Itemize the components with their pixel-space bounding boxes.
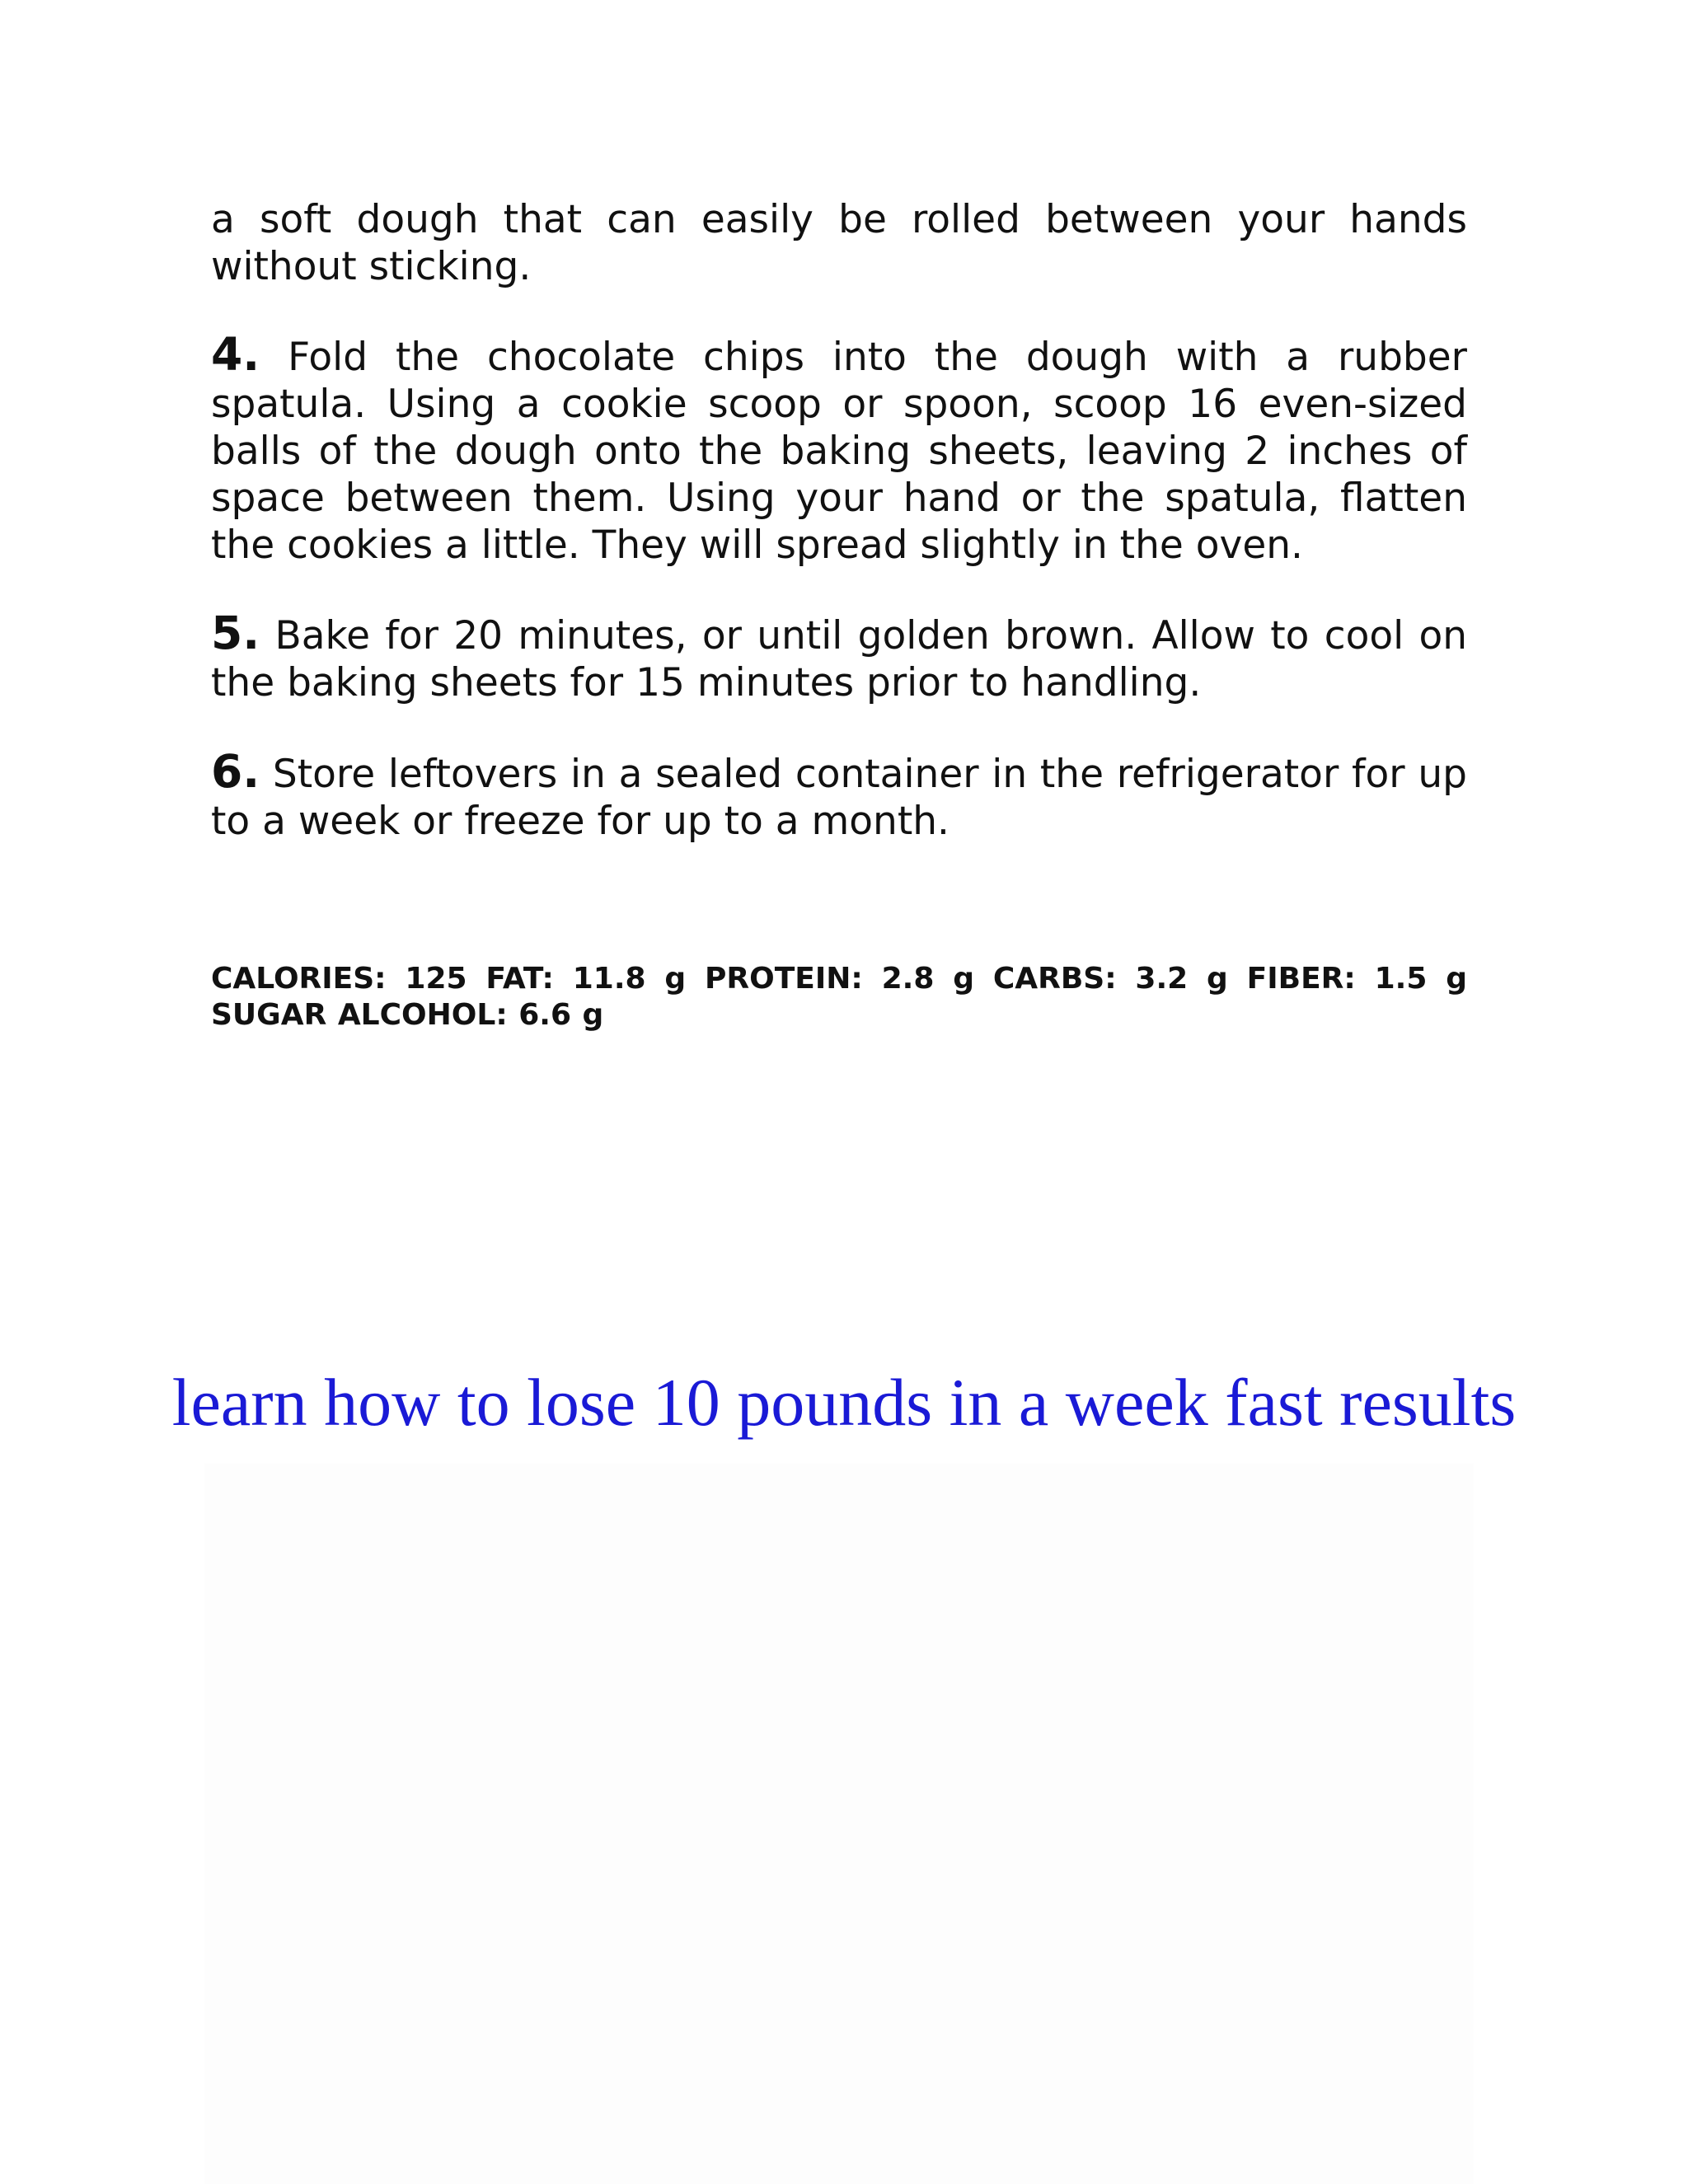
step-text: Fold the chocolate chips into the dough with a rubber spatula. Using a cookie scoop or spoon, scoop 16 even-sized balls of the dough onto the baking sheets, leaving 2 inches of space between them. Using your hand or the spatula, flatten the cookies a little. They will spread slightly in the oven. (211, 335, 1467, 568)
step-4-paragraph (211, 328, 1467, 569)
continuation-paragraph: a soft dough that can easily be rolled between your hands without sticking. (211, 197, 1467, 289)
step-number: 5. (211, 607, 260, 659)
step-text: Bake for 20 minutes, or until golden brown. Allow to cool on the baking sheets for 15 minutes prior to handling. (211, 613, 1467, 705)
step-6-paragraph (211, 745, 1467, 845)
blank-image-area (204, 1464, 1474, 2184)
promo-link[interactable]: learn how to lose 10 pounds in a week fast results (171, 1365, 1517, 1440)
step-text: Store leftovers in a sealed container in the refrigerator for up to a week or freeze for up to a month. (211, 752, 1467, 844)
step-number: 4. (211, 328, 260, 381)
step-number: 6. (211, 745, 260, 798)
step-5-paragraph (211, 607, 1467, 706)
nutrition-facts: CALORIES: 125 FAT: 11.8 g PROTEIN: 2.8 g CARBS: 3.2 g FIBER: 1.5 g SUGAR ALCOHOL: 6.6 g (211, 962, 1467, 1032)
